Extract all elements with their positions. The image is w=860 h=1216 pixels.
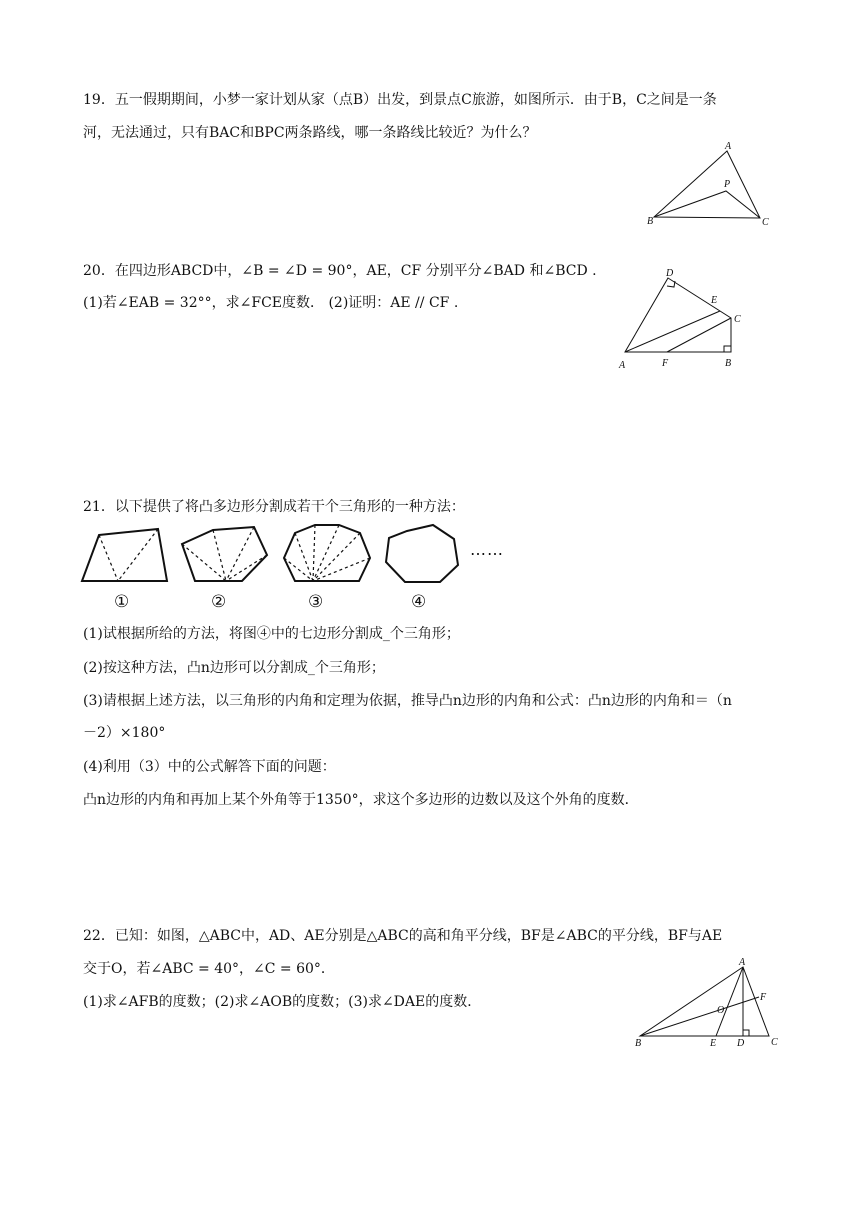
- q20-label-b: B: [725, 358, 732, 369]
- q22-label-e: E: [710, 1038, 717, 1049]
- q22-label-d: D: [737, 1038, 745, 1049]
- q22-label-o: O: [717, 1005, 725, 1016]
- q21-intro: 21．以下提供了将凸多边形分割成若干个三角形的一种方法：: [83, 499, 465, 515]
- q21-sub4: (4)利用（3）中的公式解答下面的问题：: [83, 759, 336, 775]
- q20-line2: (1)若∠EAB = 32°°，求∠FCE度数． (2)证明：AE // CF .: [83, 295, 459, 311]
- q21-sub3-line2: －2）×180°: [83, 725, 166, 741]
- q22-label-c: C: [771, 1037, 778, 1048]
- q20-quadrilateral-abcd: [625, 278, 731, 352]
- q21-sub2: (2)按这种方法，凸n边形可以分割成_个三角形；: [83, 660, 385, 676]
- q20-label-f: F: [662, 358, 669, 369]
- q21-hexagon: [284, 525, 370, 581]
- q22-right-angle-d: [743, 1030, 749, 1036]
- q22-line1: 22．已知：如图，△ABC中，AD、AE分别是△ABC的高和角平分线，BF是∠ABC的平分线，BF与AE: [83, 928, 723, 944]
- q19-label-p: P: [724, 179, 731, 190]
- q22-line3: (1)求∠AFB的度数；(2)求∠AOB的度数；(3)求∠DAE的度数．: [83, 994, 482, 1010]
- q22-line2: 交于O，若∠ABC = 40°，∠C = 60°．: [83, 961, 335, 977]
- q21-ellipsis: ……: [470, 540, 504, 559]
- q21-number-4: ④: [411, 592, 427, 612]
- q21-number-3: ③: [308, 592, 324, 612]
- q20-right-angle-b: [724, 346, 731, 352]
- q22-segment-bf: [640, 997, 759, 1036]
- q19-label-c: C: [762, 217, 769, 228]
- q19-line1: 19．五一假期期间，小梦一家计划从家（点B）出发，到景点C旅游，如图所示．由于B，C之间是一条: [83, 92, 717, 108]
- q20-label-d: D: [666, 268, 674, 279]
- q20-segment-cf: [667, 318, 731, 352]
- q19-path-bpc: [654, 191, 760, 218]
- q20-label-a: A: [619, 360, 626, 371]
- q21-number-2: ②: [211, 592, 227, 612]
- q22-label-b: B: [635, 1038, 642, 1049]
- q21-sub3-line1: (3)请根据上述方法，以三角形的内角和定理为依据，推导凸n边形的内角和公式：凸n边形的内角和＝（n: [83, 693, 732, 709]
- q20-line1: 20．在四边形ABCD中，∠B = ∠D = 90°，AE，CF 分别平分∠BAD 和∠BCD .: [83, 263, 597, 279]
- q19-line2: 河，无法通过，只有BAC和BPC两条路线，哪一条路线比较近？为什么？: [83, 125, 537, 141]
- q21-sub4-detail: 凸n边形的内角和再加上某个外角等于1350°，求这个多边形的边数以及这个外角的度数．: [83, 792, 639, 808]
- q21-sub1: (1)试根据所给的方法，将图④中的七边形分割成_个三角形；: [83, 626, 460, 642]
- q22-segment-ae: [716, 967, 743, 1036]
- q20-label-e: E: [711, 295, 718, 306]
- q21-number-1: ①: [114, 592, 130, 612]
- q22-label-f: F: [760, 992, 767, 1003]
- q21-heptagon: [386, 525, 458, 582]
- q19-triangle-figure: [640, 138, 780, 230]
- q19-triangle-abc: [654, 151, 760, 218]
- q22-label-a: A: [739, 957, 746, 968]
- q19-label-b: B: [647, 216, 654, 227]
- q21-polygons-figure: [78, 522, 468, 588]
- q22-triangle-figure: [630, 954, 785, 1054]
- q20-quadrilateral-figure: [610, 262, 760, 374]
- q19-label-a: A: [725, 141, 732, 152]
- q22-triangle-abc: [640, 967, 769, 1036]
- q20-label-c: C: [734, 314, 741, 325]
